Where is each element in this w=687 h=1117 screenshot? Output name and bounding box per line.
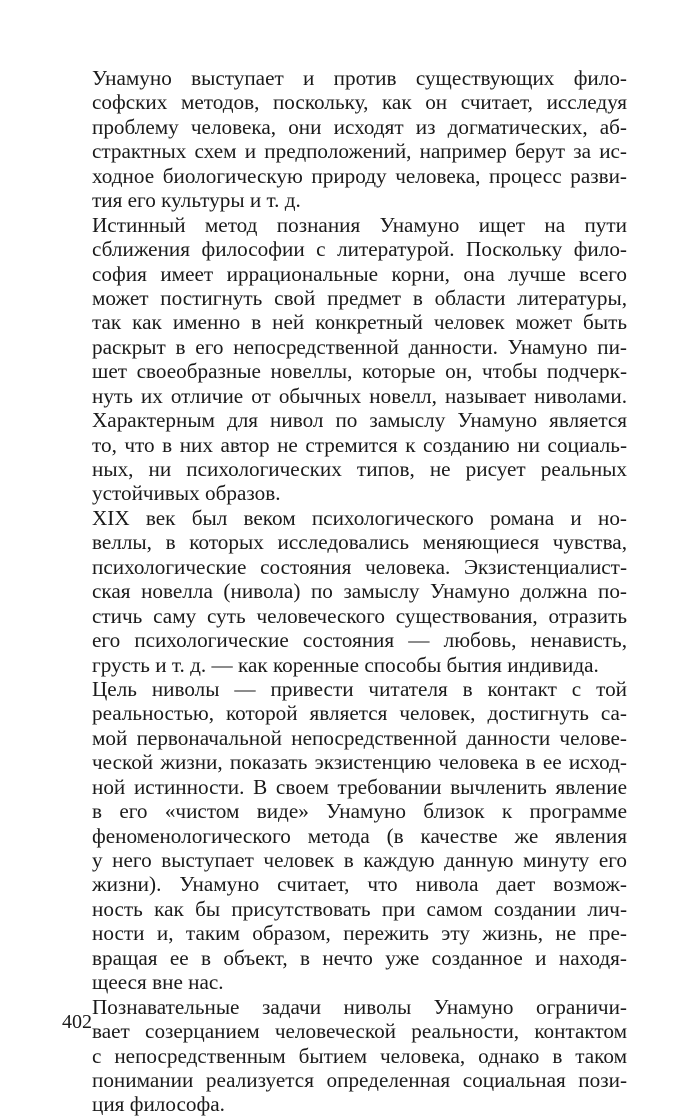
text-line: Познавательные задачи ниволы Унамуно ограничи- (92, 994, 627, 1019)
text-line: ной истинности. В своем требовании вычленить явление (92, 774, 627, 799)
text-line: шет своеобразные новеллы, которые он, чтобы подчерк- (92, 359, 627, 384)
text-line: XIX век был веком психологического романа и но- (92, 505, 627, 530)
text-line: страктных схем и предположений, например берут за ис- (92, 139, 627, 164)
text-line: с непосредственным бытием человека, однако в таком (92, 1043, 627, 1068)
paragraph (62, 213, 627, 506)
text-line: ходное биологическую природу человека, процесс разви- (92, 163, 627, 188)
text-line: раскрыт в его непосредственной данности. Унамуно пи- (92, 334, 627, 359)
text-line: ность как бы присутствовать при самом создании лич- (92, 896, 627, 921)
text-line: устойчивых образов. (92, 481, 281, 506)
text-line: вает созерцанием человеческой реальности, контактом (92, 1019, 627, 1044)
text-line: Унамуно выступает и против существующих фило- (92, 66, 627, 90)
text-line: в его «чистом виде» Унамуно близок к программе (92, 799, 627, 824)
text-line: стичь саму суть человеческого существования, отразить (92, 603, 627, 628)
text-line: у него выступает человек в каждую данную минуту его (92, 848, 627, 872)
page-body (62, 66, 627, 1117)
text-line: его психологические состояния — любовь, ненависть, (92, 628, 627, 653)
text-line: понимании реализуется определенная социальная пози- (92, 1067, 627, 1092)
text-line: Характерным для нивол по замыслу Унамуно является (92, 408, 627, 433)
text-line: жизни). Унамуно считает, что нивола дает возмож- (92, 872, 627, 897)
paragraph (62, 995, 627, 1117)
text-line: тия его культуры и т. д. (92, 188, 301, 213)
paragraph (62, 66, 627, 213)
text-line: софия имеет иррациональные корни, она лучше всего (92, 261, 627, 286)
text-line: феноменологического метода (в качестве же явления (92, 823, 627, 848)
paragraph (62, 677, 627, 995)
page-number: 402 (62, 1011, 92, 1033)
text-line: психологические состояния человека. Экзистенциалист- (92, 554, 627, 579)
text-line: ных, ни психологических типов, не рисует реальных (92, 457, 627, 481)
text-line: Цель ниволы — привести читателя в контакт с той (92, 676, 627, 701)
text-line: грусть и т. д. — как коренные способы бытия индивида. (92, 652, 599, 677)
text-line: ция философа. (92, 1092, 225, 1117)
text-line: нуть их отличие от обычных новелл, называет ниволами. (92, 383, 627, 408)
text-line: Истинный метод познания Унамуно ищет на пути (92, 212, 627, 237)
text-line: так как именно в ней конкретный человек может быть (92, 310, 627, 335)
text-line: софских методов, поскольку, как он считает, исследуя (92, 90, 627, 115)
text-line: щееся вне нас. (92, 970, 224, 995)
text-line: вращая ее в объект, в нечто уже созданное и находя- (92, 945, 627, 970)
text-line: ности и, таким образом, пережить эту жизнь, не пре- (92, 921, 627, 946)
text-line: то, что в них автор не стремится к созданию ни социаль- (92, 432, 627, 457)
text-line: веллы, в которых исследовались меняющиеся чувства, (92, 530, 627, 555)
text-line: ческой жизни, показать экзистенцию человека в ее исход- (92, 750, 627, 775)
text-line: мой первоначальной непосредственной данности челове- (92, 725, 627, 750)
text-line: сближения философии с литературой. Поскольку фило- (92, 237, 627, 262)
text-line: ская новелла (нивола) по замыслу Унамуно должна по- (92, 579, 627, 604)
text-line: реальностью, которой является человек, достигнуть са- (92, 701, 627, 726)
text-line: проблему человека, они исходят из догматических, аб- (92, 114, 627, 139)
paragraph (62, 506, 627, 677)
text-line: может постигнуть свой предмет в области литературы, (92, 285, 627, 310)
